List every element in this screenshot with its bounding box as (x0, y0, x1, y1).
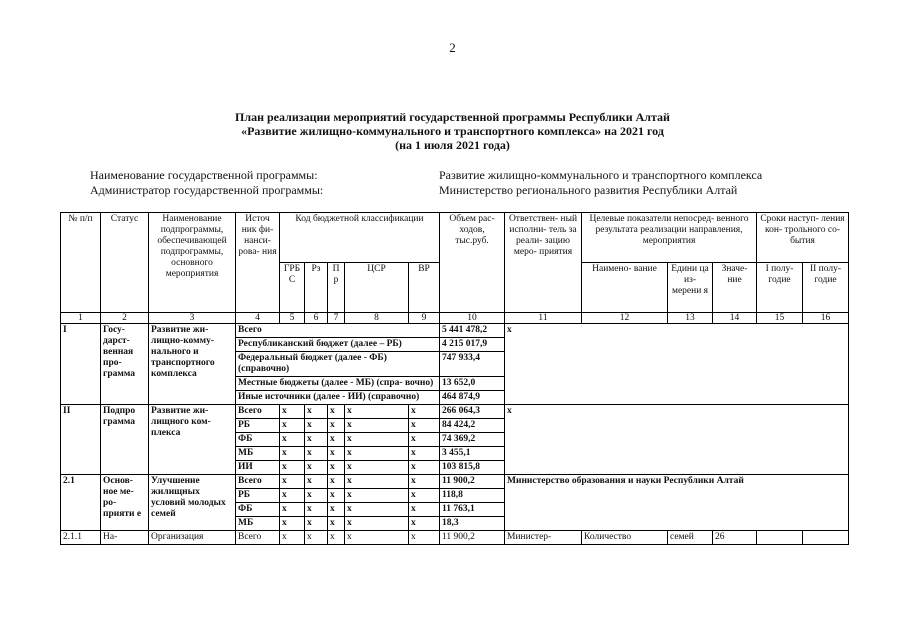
kbk-cell: x (409, 405, 440, 419)
header-executor: Ответствен- ный исполни- тель за реали- зацию меро- приятия (505, 213, 582, 313)
row-status: На- (101, 531, 149, 545)
title-line-1: План реализации мероприятий государственной программы Республики Алтай (235, 110, 670, 124)
row-executor: Министерство образования и науки Республики Алтай (505, 475, 849, 531)
header-half-1: I полу- годие (757, 263, 803, 313)
program-label: Наименование государственной программы: (90, 168, 318, 182)
kbk-cell: x (280, 503, 305, 517)
column-number: 4 (236, 313, 280, 324)
row-num: 2.1.1 (61, 531, 101, 545)
funding-volume: 18,3 (440, 517, 505, 531)
row-executor: x (505, 324, 849, 405)
header-rz: Рз (305, 263, 328, 313)
kbk-cell: x (328, 447, 345, 461)
funding-source: Всего (236, 324, 440, 338)
funding-source: Всего (236, 475, 280, 489)
header-name: Наименование подпрограммы, обеспечивающей подпрограммы, основного мероприятия (149, 213, 236, 313)
kbk-cell: x (280, 517, 305, 531)
column-number: 11 (505, 313, 582, 324)
header-target-value: Значе- ние (713, 263, 757, 313)
admin-label: Администратор государственной программы: (90, 183, 324, 197)
kbk-cell: x (345, 433, 409, 447)
column-number: 10 (440, 313, 505, 324)
column-number: 8 (345, 313, 409, 324)
kbk-cell: x (280, 489, 305, 503)
kbk-cell: x (409, 503, 440, 517)
header-status: Статус (101, 213, 149, 313)
funding-source: Иные источники (далее - ИИ) (справочно) (236, 391, 440, 405)
kbk-cell: x (280, 405, 305, 419)
half-1-cell (757, 531, 803, 545)
header-grbs: ГРБ С (280, 263, 305, 313)
kbk-cell: x (280, 461, 305, 475)
header-csr: ЦСР (345, 263, 409, 313)
half-2-cell (803, 531, 849, 545)
table-row (61, 405, 849, 419)
kbk-cell: x (345, 489, 409, 503)
header-target-unit: Едини ца из- мерени я (668, 263, 713, 313)
table-row (61, 475, 849, 489)
kbk-cell: x (345, 461, 409, 475)
kbk-cell: x (409, 489, 440, 503)
kbk-cell: x (409, 475, 440, 489)
column-number: 9 (409, 313, 440, 324)
kbk-cell: x (345, 503, 409, 517)
column-number: 1 (61, 313, 101, 324)
funding-volume: 464 874,9 (440, 391, 505, 405)
kbk-cell: x (345, 517, 409, 531)
funding-source: РБ (236, 489, 280, 503)
header-terms: Сроки наступ- ления кон- трольного со- бытия (757, 213, 849, 263)
row-status: Основ- ное ме- ро- прияти е (101, 475, 149, 531)
funding-source: Республиканский бюджет (далее – РБ) (236, 338, 440, 352)
kbk-cell: x (280, 447, 305, 461)
title-line-3: (на 1 июля 2021 года) (395, 138, 510, 152)
kbk-cell: x (305, 475, 328, 489)
row-executor: x (505, 405, 849, 475)
kbk-cell: x (328, 419, 345, 433)
funding-volume: 266 064,3 (440, 405, 505, 419)
column-number: 16 (803, 313, 849, 324)
row-name: Развитие жи- лищно-комму- нального и транспортного комплекса (149, 324, 236, 405)
funding-volume: 11 900,2 (440, 475, 505, 489)
header-targets: Целевые показатели непосред- венного результата реализации направления, мероприятия (582, 213, 757, 263)
page-number: 2 (449, 40, 456, 55)
header-volume: Объем рас- ходов, тыс.руб. (440, 213, 505, 313)
kbk-cell: x (328, 489, 345, 503)
kbk-cell: x (305, 503, 328, 517)
table-row (61, 324, 849, 338)
funding-source: МБ (236, 447, 280, 461)
funding-source: Всего (236, 405, 280, 419)
funding-volume: 13 652,0 (440, 377, 505, 391)
row-status: Госу- дарст- венная про- грамма (101, 324, 149, 405)
header-pr: П р (328, 263, 345, 313)
row-name: Улучшение жилищных условий молодых семей (149, 475, 236, 531)
column-number: 14 (713, 313, 757, 324)
column-number-row (61, 313, 849, 324)
kbk-cell: x (409, 531, 440, 545)
funding-source: ФБ (236, 503, 280, 517)
funding-source: ФБ (236, 433, 280, 447)
column-number: 6 (305, 313, 328, 324)
plan-table (60, 212, 849, 545)
program-meta (90, 168, 762, 198)
kbk-cell: x (305, 419, 328, 433)
kbk-cell: x (409, 447, 440, 461)
kbk-cell: x (305, 433, 328, 447)
kbk-cell: x (409, 461, 440, 475)
funding-volume: 5 441 478,2 (440, 324, 505, 338)
column-number: 13 (668, 313, 713, 324)
kbk-cell: x (328, 475, 345, 489)
kbk-cell: x (409, 433, 440, 447)
kbk-cell: x (305, 461, 328, 475)
kbk-cell: x (305, 517, 328, 531)
funding-volume: 4 215 017,9 (440, 338, 505, 352)
funding-volume: 84 424,2 (440, 419, 505, 433)
column-number: 12 (582, 313, 668, 324)
kbk-cell: x (305, 489, 328, 503)
funding-volume: 74 369,2 (440, 433, 505, 447)
kbk-cell: x (280, 475, 305, 489)
kbk-cell: x (328, 517, 345, 531)
target-name: Количество (582, 531, 668, 545)
table-row (61, 531, 849, 545)
document-title (0, 110, 905, 152)
row-num: 2.1 (61, 475, 101, 531)
kbk-cell: x (280, 531, 305, 545)
funding-source: ИИ (236, 461, 280, 475)
kbk-cell: x (328, 405, 345, 419)
kbk-cell: x (345, 419, 409, 433)
row-name: Организация (149, 531, 236, 545)
row-status: Подпро грамма (101, 405, 149, 475)
kbk-cell: x (328, 531, 345, 545)
kbk-cell: x (409, 419, 440, 433)
column-number: 7 (328, 313, 345, 324)
header-kbk: Код бюджетной классификации (280, 213, 440, 263)
column-number: 3 (149, 313, 236, 324)
funding-source: Местные бюджеты (далее - МБ) (спра- вочно) (236, 377, 440, 391)
header-source: Источ ник фи- нанси- рова- ния (236, 213, 280, 313)
funding-volume: 103 815,8 (440, 461, 505, 475)
funding-volume: 747 933,4 (440, 352, 505, 377)
target-value: 26 (713, 531, 757, 545)
row-executor: Министер- (505, 531, 582, 545)
header-half-2: II полу- годие (803, 263, 849, 313)
column-number: 5 (280, 313, 305, 324)
kbk-cell: x (409, 517, 440, 531)
kbk-cell: x (345, 531, 409, 545)
funding-volume: 11 763,1 (440, 503, 505, 517)
funding-source: Всего (236, 531, 280, 545)
funding-volume: 118,8 (440, 489, 505, 503)
target-unit: семей (668, 531, 713, 545)
kbk-cell: x (280, 419, 305, 433)
kbk-cell: x (345, 475, 409, 489)
kbk-cell: x (328, 503, 345, 517)
kbk-cell: x (305, 531, 328, 545)
kbk-cell: x (280, 433, 305, 447)
kbk-cell: x (305, 447, 328, 461)
column-number: 2 (101, 313, 149, 324)
row-num: II (61, 405, 101, 475)
admin-value: Министерство регионального развития Республики Алтай (439, 183, 738, 197)
kbk-cell: x (345, 405, 409, 419)
funding-volume: 11 900,2 (440, 531, 505, 545)
program-value: Развитие жилищно-коммунального и транспортного комплекса (439, 168, 763, 182)
column-number: 15 (757, 313, 803, 324)
funding-source: МБ (236, 517, 280, 531)
kbk-cell: x (345, 447, 409, 461)
funding-volume: 3 455,1 (440, 447, 505, 461)
header-vr: ВР (409, 263, 440, 313)
kbk-cell: x (328, 461, 345, 475)
header-num: № п/п (61, 213, 101, 313)
row-name: Развитие жи- лищного ком- плекса (149, 405, 236, 475)
title-line-2: «Развитие жилищно-коммунального и транспортного комплекса» на 2021 год (241, 124, 664, 138)
funding-source: Федеральный бюджет (далее - ФБ) (справочно) (236, 352, 440, 377)
row-num: I (61, 324, 101, 405)
funding-source: РБ (236, 419, 280, 433)
kbk-cell: x (328, 433, 345, 447)
kbk-cell: x (305, 405, 328, 419)
header-target-name: Наимено- вание (582, 263, 668, 313)
